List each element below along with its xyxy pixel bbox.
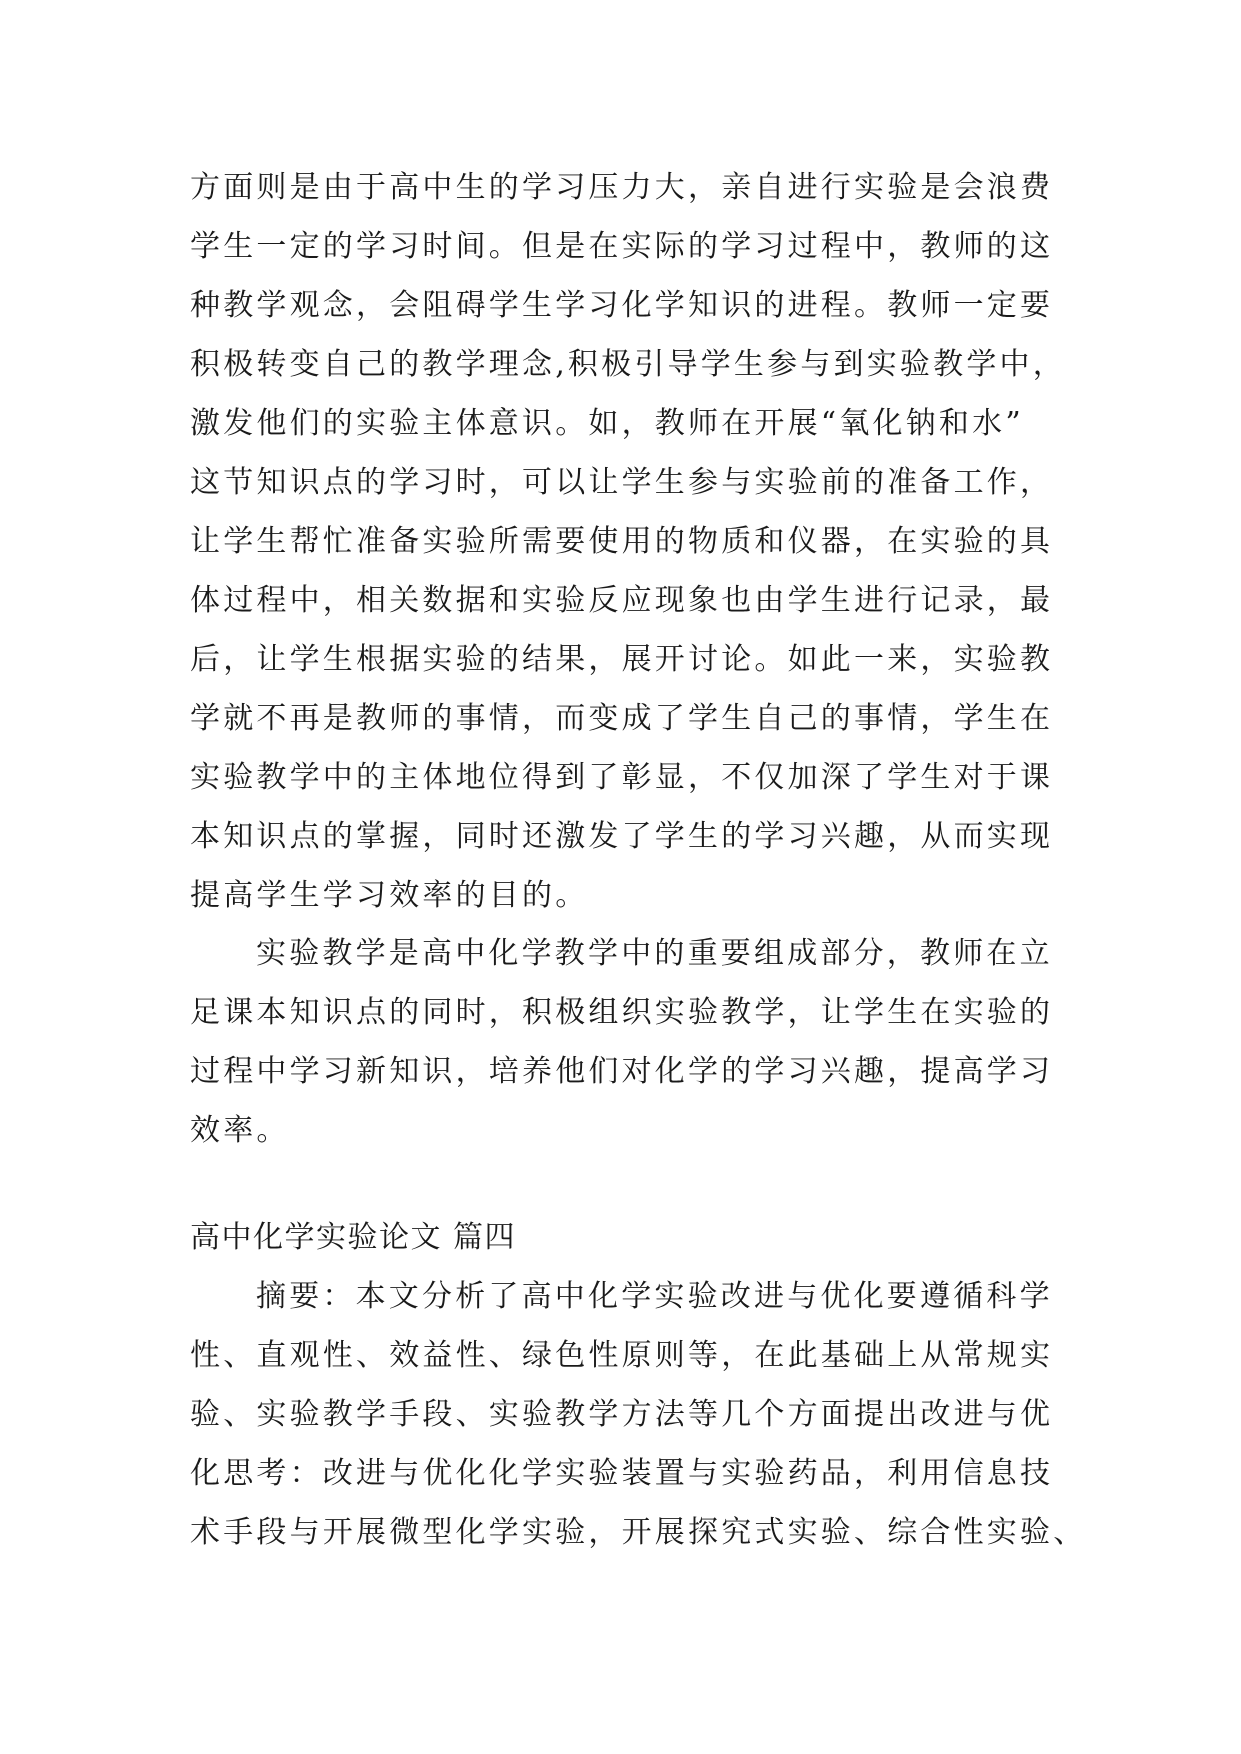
paragraph-continued xyxy=(190,158,1066,925)
text-line: 性、直观性、效益性、绿色性原则等，在此基础上从常规实 xyxy=(190,1338,1054,1373)
text-line: 方面则是由于高中生的学习压力大，亲自进行实验是会浪费 xyxy=(190,170,1054,205)
text-line: 学生一定的学习时间。但是在实际的学习过程中，教师的这 xyxy=(190,229,1054,264)
text-line: 积极转变自己的教学理念,积极引导学生参与到实验教学中， xyxy=(190,347,1066,382)
text-line: 后，让学生根据实验的结果，展开讨论。如此一来，实验教 xyxy=(190,642,1054,677)
text-line: 激发他们的实验主体意识。如，教师在开展“氧化钠和水” xyxy=(190,406,1024,441)
text-line: 术手段与开展微型化学实验，开展探究式实验、综合性实验、 xyxy=(190,1515,1087,1550)
text-line: 这节知识点的学习时，可以让学生参与实验前的准备工作， xyxy=(190,465,1054,500)
section-four xyxy=(190,1208,1087,1562)
text-line: 验、实验教学手段、实验教学方法等几个方面提出改进与优 xyxy=(190,1397,1054,1432)
text-line: 学就不再是教师的事情，而变成了学生自己的事情，学生在 xyxy=(190,701,1054,736)
text-line: 摘要：本文分析了高中化学实验改进与优化要遵循科学 xyxy=(256,1279,1053,1314)
paragraph-conclusion xyxy=(190,924,1054,1160)
text-line: 足课本知识点的同时，积极组织实验教学，让学生在实验的 xyxy=(190,995,1054,1030)
text-line: 实验教学中的主体地位得到了彰显，不仅加深了学生对于课 xyxy=(190,760,1054,795)
text-line: 提高学生学习效率的目的。 xyxy=(190,878,589,913)
text-line: 种教学观念，会阻碍学生学习化学知识的进程。教师一定要 xyxy=(190,288,1054,323)
text-line: 实验教学是高中化学教学中的重要组成部分，教师在立 xyxy=(256,936,1053,971)
text-line: 化思考：改进与优化化学实验装置与实验药品，利用信息技 xyxy=(190,1456,1054,1491)
text-line: 体过程中，相关数据和实验反应现象也由学生进行记录，最 xyxy=(190,583,1054,618)
text-line: 效率。 xyxy=(190,1113,290,1148)
text-line: 过程中学习新知识，培养他们对化学的学习兴趣，提高学习 xyxy=(190,1054,1054,1089)
text-line: 本知识点的掌握，同时还激发了学生的学习兴趣，从而实现 xyxy=(190,819,1054,854)
text-line: 让学生帮忙准备实验所需要使用的物质和仪器，在实验的具 xyxy=(190,524,1054,559)
section-heading: 高中化学实验论文 篇四 xyxy=(190,1220,517,1255)
